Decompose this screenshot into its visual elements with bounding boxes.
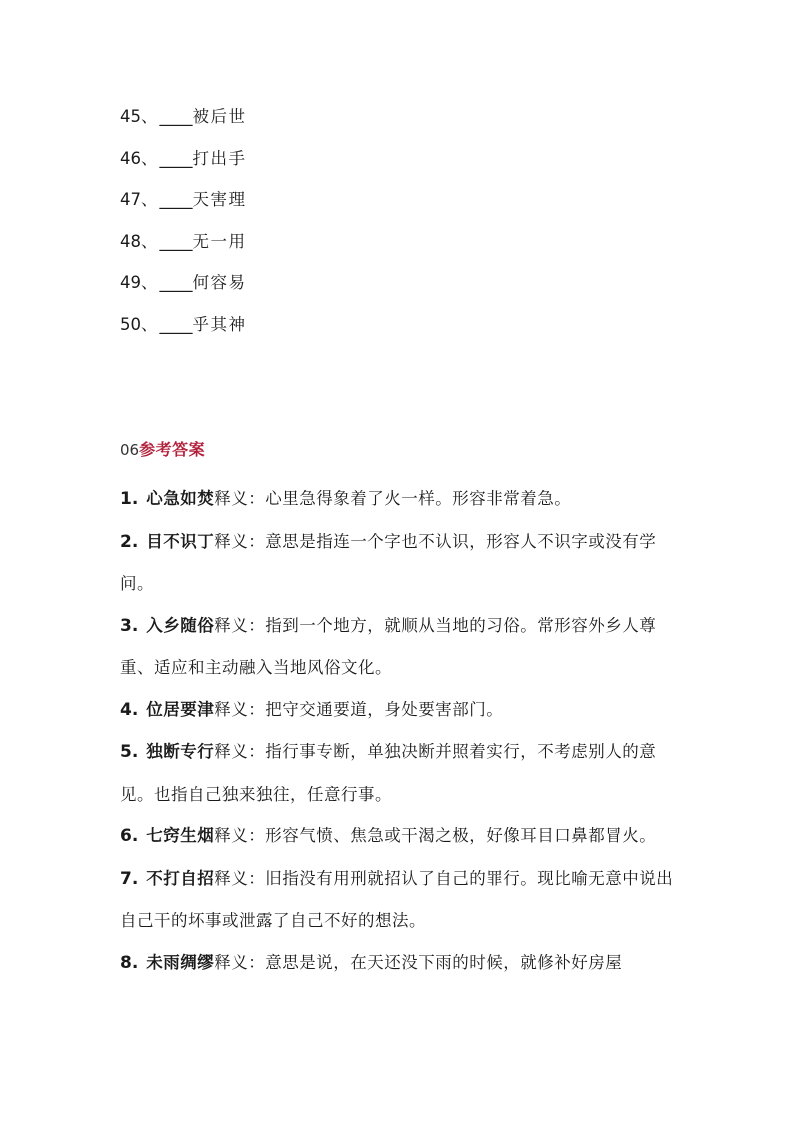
answer-item [120,605,680,689]
answer-idiom: 心急如焚 [146,489,215,508]
question-item [120,312,247,354]
question-number: 46 [120,148,141,168]
answer-idiom: 位居要津 [146,699,215,719]
answer-item [120,858,680,942]
section-number: 06 [120,441,140,459]
answer-item [120,689,680,732]
fill-blank: ____ [159,148,193,168]
fill-blank: ____ [159,190,193,210]
question-item [120,229,247,271]
answer-explanation: 释义：指行事专断，单独决断并照着实行，不考虑别人的意见。也指自己独来独往，任意行事。 [120,742,657,804]
question-text: 无一用 [192,231,247,251]
question-list [120,104,247,354]
question-number: 47 [120,190,141,210]
question-separator: 、 [141,107,158,126]
answer-item [120,815,680,858]
answer-item [120,731,680,815]
answer-explanation: 释义：意思是指连一个字也不认识，形容人不识字或没有学问。 [120,531,657,593]
question-text: 打出手 [192,148,247,168]
answer-explanation: 释义：心里急得象着了火一样。形容非常着急。 [214,489,572,508]
question-separator: 、 [141,190,158,210]
answer-number: 3. [120,615,139,636]
answer-explanation: 释义：指到一个地方，就顺从当地的习俗。常形容外乡人尊重、适应和主动融入当地风俗文化。 [120,615,657,677]
question-text: 被后世 [192,107,247,126]
section-title: 参考答案 [139,440,206,459]
answer-idiom: 不打自招 [146,868,215,888]
answer-explanation: 释义：把守交通要道，身处要害部门。 [214,699,504,719]
question-separator: 、 [141,148,158,168]
answer-explanation: 释义：意思是说，在天还没下雨的时候，就修补好房屋 [214,952,623,972]
answer-number: 8. [120,952,139,973]
answer-list [120,478,680,984]
answer-idiom: 独断专行 [146,742,215,761]
answer-idiom: 未雨绸缪 [146,952,215,972]
question-number: 45 [120,107,141,126]
question-text: 天害理 [192,190,247,210]
fill-blank: ____ [159,314,193,334]
answer-number: 6. [120,826,139,846]
question-item [120,104,247,146]
answer-number: 5. [120,742,139,762]
question-item [120,187,247,229]
answer-number: 1. [120,489,139,509]
answer-idiom: 入乡随俗 [146,615,215,635]
question-item [120,270,247,312]
answer-item [120,521,680,605]
fill-blank: ____ [159,107,193,126]
answer-item [120,478,680,521]
question-number: 50 [120,314,141,334]
answers-heading [120,437,205,463]
answer-idiom: 目不识丁 [146,531,215,551]
answer-item [120,942,680,985]
question-item [120,146,247,188]
question-text: 乎其神 [192,314,247,334]
answer-explanation: 释义：旧指没有用刑就招认了自己的罪行。现比喻无意中说出自己干的坏事或泄露了自己不好的想法。 [120,868,674,930]
question-separator: 、 [141,314,158,334]
fill-blank: ____ [159,273,193,293]
question-number: 48 [120,231,141,251]
question-number: 49 [120,273,141,293]
question-text: 何容易 [192,273,247,293]
answer-number: 4. [120,699,139,720]
answer-number: 7. [120,868,139,889]
question-separator: 、 [141,273,158,293]
answer-number: 2. [120,531,139,552]
fill-blank: ____ [159,231,193,251]
answer-idiom: 七窍生烟 [146,826,215,845]
question-separator: 、 [141,231,158,251]
answer-explanation: 释义：形容气愤、焦急或干渴之极，好像耳目口鼻都冒火。 [214,826,657,845]
